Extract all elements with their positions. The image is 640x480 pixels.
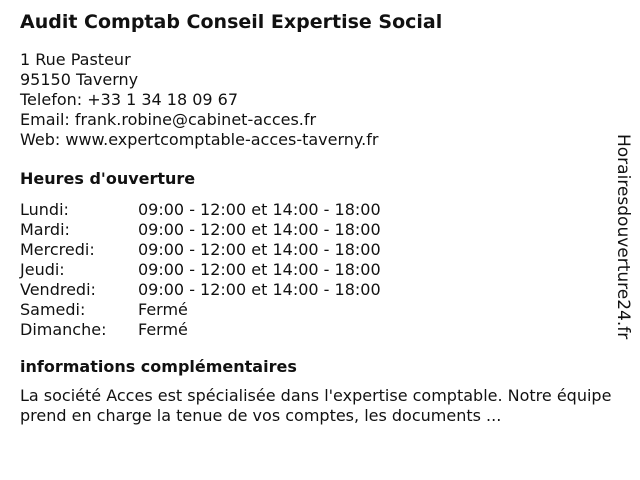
day-label: Jeudi:: [20, 260, 65, 279]
hours-row-wednesday: [20, 240, 610, 260]
business-name: Audit Comptab Conseil Expertise Social: [20, 11, 443, 33]
additional-info-heading: informations complémentaires: [20, 357, 297, 376]
day-label: Mardi:: [20, 220, 70, 239]
watermark-text: Horairesdouverture24.fr: [613, 134, 633, 340]
hours-row-friday: [20, 280, 610, 300]
contact-block: [20, 50, 610, 150]
day-hours: 09:00 - 12:00 et 14:00 - 18:00: [138, 280, 381, 299]
day-hours: 09:00 - 12:00 et 14:00 - 18:00: [138, 260, 381, 279]
hours-row-saturday: [20, 300, 610, 320]
hours-row-monday: [20, 200, 610, 220]
day-hours: Fermé: [138, 320, 188, 339]
hours-row-sunday: [20, 320, 610, 340]
day-label: Dimanche:: [20, 320, 107, 339]
website-line: Web: www.expertcomptable-acces-taverny.fr: [20, 130, 379, 149]
opening-hours-table: [20, 200, 610, 340]
additional-info-text: La société Acces est spécialisée dans l'expertise comptable. Notre équipe prend en charge la tenue de vos comptes, les documents ...: [20, 386, 612, 425]
street-address: 1 Rue Pasteur: [20, 50, 131, 69]
day-label: Samedi:: [20, 300, 86, 319]
day-hours: Fermé: [138, 300, 188, 319]
day-label: Vendredi:: [20, 280, 96, 299]
business-card: [20, 10, 610, 426]
hours-row-tuesday: [20, 220, 610, 240]
city-postcode: 95150 Taverny: [20, 70, 139, 89]
phone-line: Telefon: +33 1 34 18 09 67: [20, 90, 239, 109]
hours-row-thursday: [20, 260, 610, 280]
day-label: Mercredi:: [20, 240, 95, 259]
site-watermark: [612, 134, 636, 344]
opening-hours-heading: Heures d'ouverture: [20, 169, 196, 188]
email-line: Email: frank.robine@cabinet-acces.fr: [20, 110, 317, 129]
day-hours: 09:00 - 12:00 et 14:00 - 18:00: [138, 240, 381, 259]
day-label: Lundi:: [20, 200, 69, 219]
day-hours: 09:00 - 12:00 et 14:00 - 18:00: [138, 200, 381, 219]
day-hours: 09:00 - 12:00 et 14:00 - 18:00: [138, 220, 381, 239]
